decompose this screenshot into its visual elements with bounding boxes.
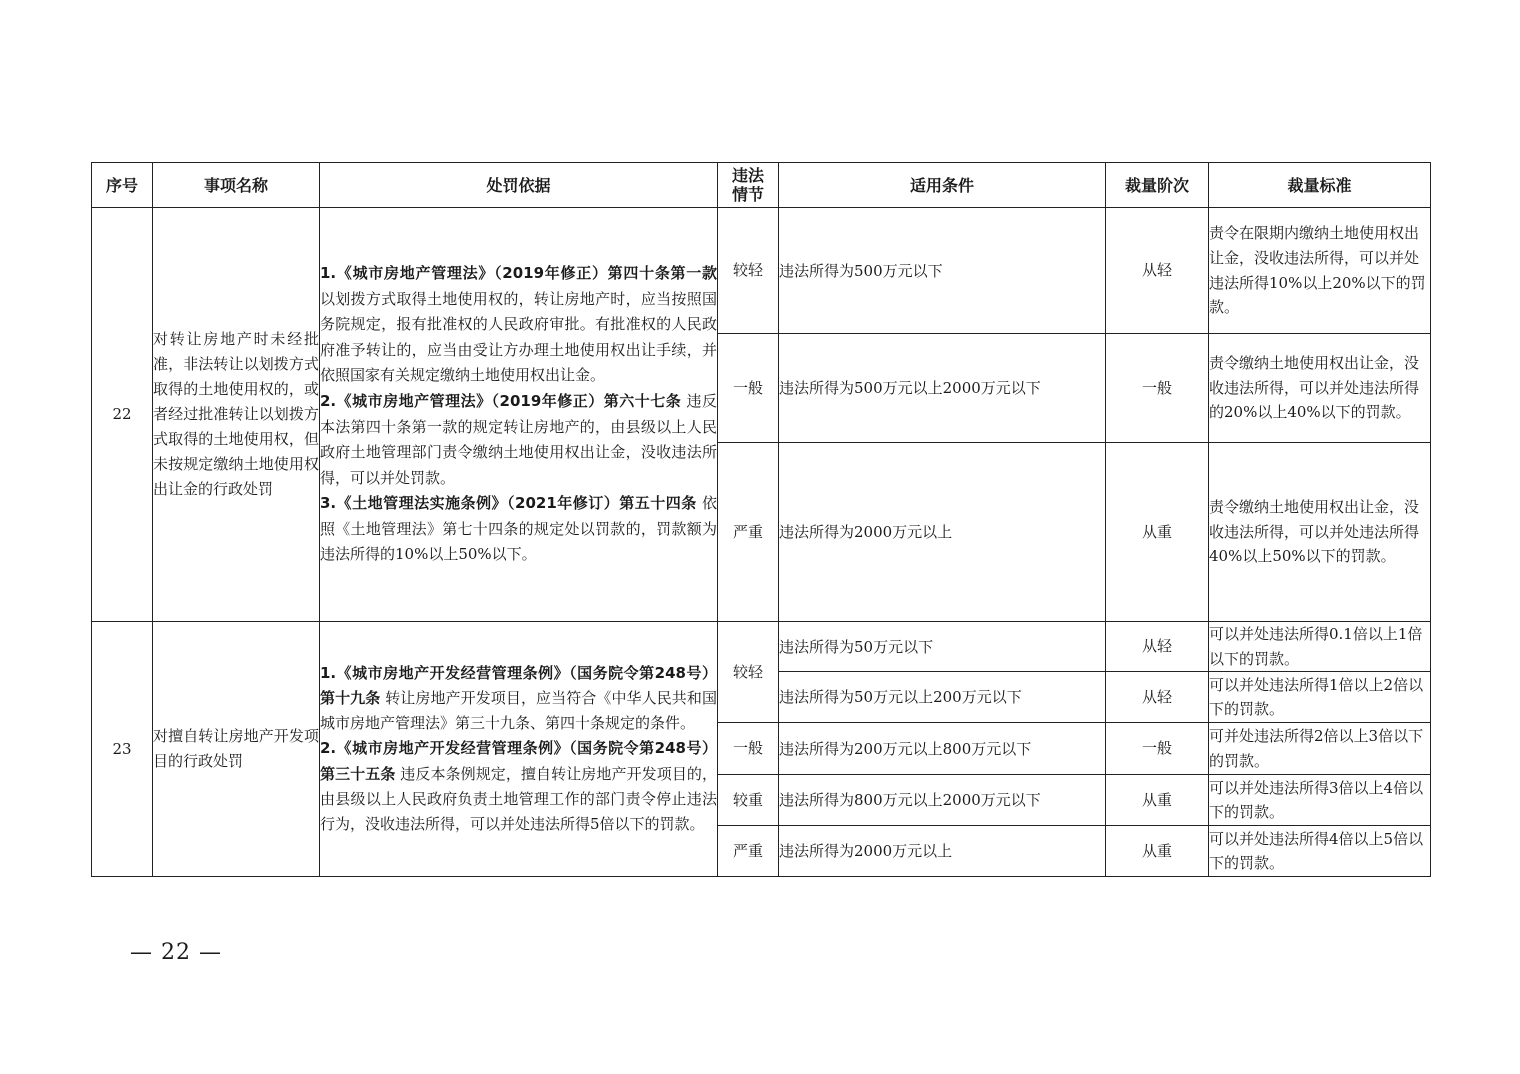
header-condition: 适用条件 [779, 163, 1106, 208]
table-header-row [92, 163, 1431, 208]
row22-circumstance: 较轻 [718, 208, 779, 334]
row22-seq: 22 [92, 208, 153, 622]
row23-standard: 可以并处违法所得0.1倍以上1倍以下的罚款。 [1209, 622, 1431, 672]
row23-standard: 可并处违法所得2倍以上3倍以下的罚款。 [1209, 723, 1431, 775]
row23-basis-item [320, 736, 717, 837]
table-row [92, 622, 1431, 672]
row23-condition: 违法所得为2000万元以上 [779, 826, 1106, 877]
row22-standard: 责令在限期内缴纳土地使用权出让金，没收违法所得，可以并处违法所得10%以上20%以下的罚款。 [1209, 208, 1431, 334]
row23-standard: 可以并处违法所得1倍以上2倍以下的罚款。 [1209, 672, 1431, 723]
row22-condition: 违法所得为500万元以上2000万元以下 [779, 334, 1106, 443]
header-level: 裁量阶次 [1106, 163, 1209, 208]
header-circumstance: 违法情节 [718, 163, 779, 208]
row22-basis-item [320, 491, 717, 568]
page-number: — 22 — [130, 940, 222, 965]
row23-basis [320, 622, 718, 877]
table-row [92, 208, 1431, 334]
row23-condition: 违法所得为200万元以上800万元以下 [779, 723, 1106, 775]
row23-circumstance: 较重 [718, 775, 779, 826]
row23-circumstance: 严重 [718, 826, 779, 877]
header-standard: 裁量标准 [1209, 163, 1431, 208]
row23-level: 从重 [1106, 826, 1209, 877]
row22-name: 对转让房地产时未经批准，非法转让以划拨方式取得的土地使用权的，或者经过批准转让以划拨方式取得的土地使用权，但未按规定缴纳土地使用权出让金的行政处罚 [153, 208, 320, 622]
row23-name: 对擅自转让房地产开发项目的行政处罚 [153, 622, 320, 877]
row22-condition: 违法所得为500万元以下 [779, 208, 1106, 334]
row22-standard: 责令缴纳土地使用权出让金，没收违法所得，可以并处违法所得40%以上50%以下的罚款。 [1209, 443, 1431, 622]
header-name: 事项名称 [153, 163, 320, 208]
row23-basis-ref: 2.《城市房地产开发经营管理条例》（国务院令第248号）第三十五条 [320, 739, 717, 783]
row22-basis-item [320, 261, 717, 389]
row22-basis-text: 违反本法第四十条第一款的规定转让房地产的，由县级以上人民政府土地管理部门责令缴纳土地使用权出让金，没收违法所得，可以并处罚款。 [320, 391, 717, 487]
row23-circumstance: 较轻 [718, 622, 779, 723]
row23-condition: 违法所得为50万元以下 [779, 622, 1106, 672]
row22-circumstance: 严重 [718, 443, 779, 622]
row22-basis-item [320, 389, 717, 491]
row22-basis-text: 依照《土地管理法》第七十四条的规定处以罚款的，罚款额为违法所得的10%以上50%以下。 [320, 494, 717, 564]
row23-level: 从轻 [1106, 622, 1209, 672]
header-basis: 处罚依据 [320, 163, 718, 208]
row23-basis-ref: 1.《城市房地产开发经营管理条例》（国务院令第248号）第十九条 [320, 663, 717, 707]
row22-standard: 责令缴纳土地使用权出让金，没收违法所得，可以并处违法所得的20%以上40%以下的罚款。 [1209, 334, 1431, 443]
row22-basis-text: 以划拨方式取得土地使用权的，转让房地产时，应当按照国务院规定，报有批准权的人民政府审批。有批准权的人民政府准予转让的，应当由受让方办理土地使用权出让手续，并依照国家有关规定缴纳土地使用权出让金。 [320, 289, 717, 385]
row22-level: 从轻 [1106, 208, 1209, 334]
row23-standard: 可以并处违法所得4倍以上5倍以下的罚款。 [1209, 826, 1431, 877]
row22-level: 从重 [1106, 443, 1209, 622]
row22-basis-ref: 2.《城市房地产管理法》（2019年修正）第六十七条 [320, 391, 682, 410]
row22-basis [320, 208, 718, 622]
row22-circumstance: 一般 [718, 334, 779, 443]
row23-level: 从重 [1106, 775, 1209, 826]
row23-basis-text: 转让房地产开发项目，应当符合《中华人民共和国城市房地产管理法》第三十九条、第四十条规定的条件。 [320, 688, 717, 733]
row23-level: 一般 [1106, 723, 1209, 775]
penalty-discretion-table [91, 162, 1431, 877]
row23-circumstance: 一般 [718, 723, 779, 775]
row22-basis-ref: 3.《土地管理法实施条例》（2021年修订）第五十四条 [320, 494, 697, 513]
row23-basis-text: 违反本条例规定，擅自转让房地产开发项目的，由县级以上人民政府负责土地管理工作的部门责令停止违法行为，没收违法所得，可以并处违法所得5倍以下的罚款。 [320, 764, 717, 833]
row23-basis-item [320, 661, 717, 737]
header-seq: 序号 [92, 163, 153, 208]
row22-condition: 违法所得为2000万元以上 [779, 443, 1106, 622]
row23-seq: 23 [92, 622, 153, 877]
row23-standard: 可以并处违法所得3倍以上4倍以下的罚款。 [1209, 775, 1431, 826]
row23-condition: 违法所得为800万元以上2000万元以下 [779, 775, 1106, 826]
row22-basis-ref: 1.《城市房地产管理法》（2019年修正）第四十条第一款 [320, 263, 717, 282]
row23-condition: 违法所得为50万元以上200万元以下 [779, 672, 1106, 723]
row23-level: 从轻 [1106, 672, 1209, 723]
row22-level: 一般 [1106, 334, 1209, 443]
